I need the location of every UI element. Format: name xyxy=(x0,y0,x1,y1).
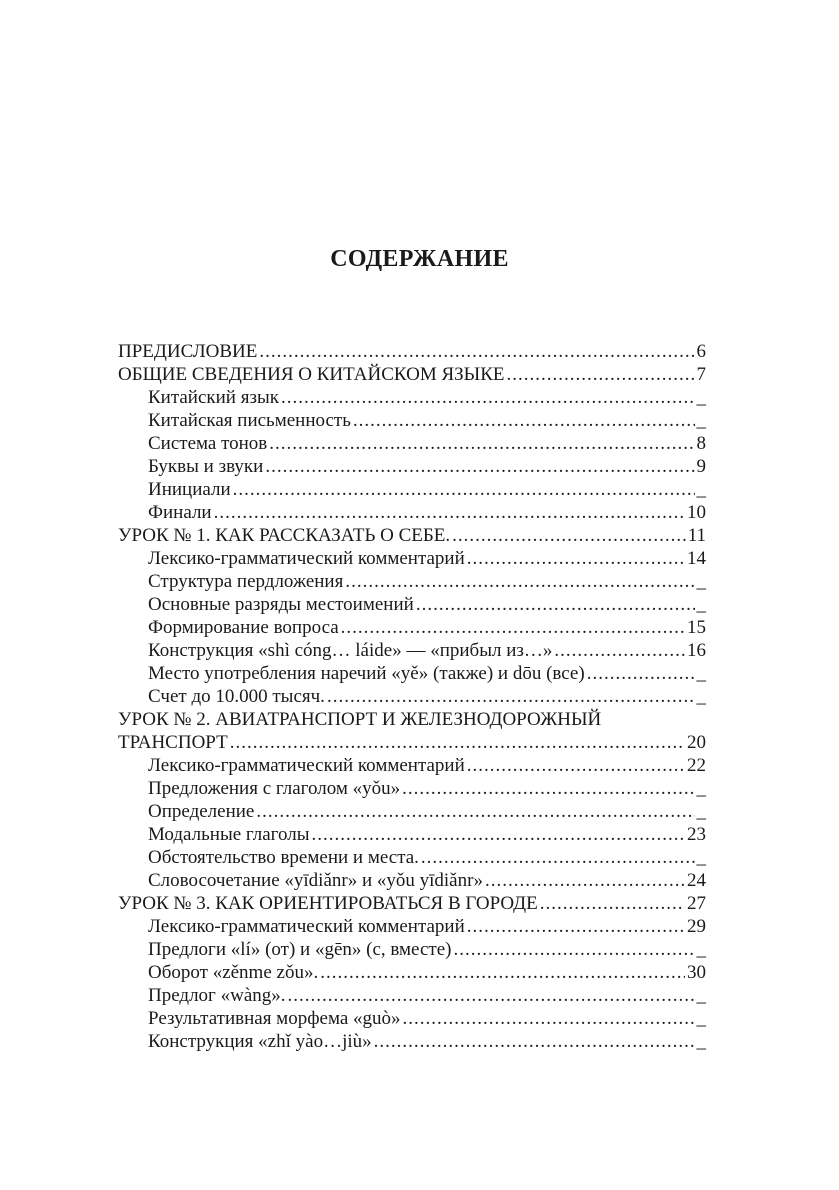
toc-entry-page: 29 xyxy=(687,916,706,937)
toc-entry-label: Китайский язык xyxy=(148,387,279,408)
dot-leader xyxy=(467,915,685,938)
toc-entry-page: _ xyxy=(696,479,706,500)
toc-entry-page: _ xyxy=(696,571,706,592)
toc-entry-page: _ xyxy=(696,594,706,615)
dot-leader xyxy=(587,662,695,685)
toc-entry-page: 7 xyxy=(696,364,706,385)
dot-leader xyxy=(233,478,695,501)
toc-entry xyxy=(118,363,706,386)
toc-entry-label: Конструкция «shì cóng… láide» — «прибыл из…» xyxy=(148,640,553,661)
toc-entry-page: _ xyxy=(696,778,706,799)
toc-entry-page: 22 xyxy=(687,755,706,776)
toc-entry xyxy=(118,1030,706,1053)
dot-leader xyxy=(403,1007,695,1030)
dot-leader xyxy=(230,731,685,754)
toc-entry xyxy=(118,570,706,593)
toc-entry xyxy=(118,938,706,961)
dot-leader xyxy=(320,961,685,984)
toc-entry xyxy=(118,340,706,363)
toc-entry xyxy=(118,662,706,685)
toc-entry-page: _ xyxy=(696,939,706,960)
toc-entry xyxy=(118,455,706,478)
dot-leader xyxy=(311,823,685,846)
toc-entry-label: Определение xyxy=(148,801,255,822)
toc-entry-page: 30 xyxy=(687,962,706,983)
toc-entry-page: 16 xyxy=(687,640,706,661)
toc-entry-label: Модальные глаголы xyxy=(148,824,310,845)
toc-entry xyxy=(118,1007,706,1030)
dot-leader xyxy=(452,524,686,547)
toc-entry-page: _ xyxy=(696,387,706,408)
toc-entry-page: 14 xyxy=(687,548,706,569)
toc-entry-label: Оборот «zěnme zǒu». xyxy=(148,962,319,983)
toc-entry-page: 23 xyxy=(687,824,706,845)
toc-entry-label: Предложения с глаголом «yǒu» xyxy=(148,778,401,799)
toc-entry-page: 20 xyxy=(687,732,706,753)
dot-leader xyxy=(402,777,694,800)
toc-entry-page: 15 xyxy=(687,617,706,638)
dot-leader xyxy=(485,869,685,892)
toc-entry-page: _ xyxy=(696,1008,706,1029)
toc-entry-page: _ xyxy=(696,847,706,868)
toc-entry-label: Инициали xyxy=(148,479,231,500)
toc-entry-label: УРОК № 2. АВИАТРАНСПОРТ И ЖЕЛЕЗНОДОРОЖНЫЙ xyxy=(118,709,602,730)
toc-entry-page: _ xyxy=(696,1031,706,1052)
dot-leader xyxy=(467,754,685,777)
toc-entry xyxy=(118,846,706,869)
page-title: СОДЕРЖАНИЕ xyxy=(330,246,509,272)
toc-entry xyxy=(118,501,706,524)
toc-entry-page: 10 xyxy=(687,502,706,523)
toc-entry-page: _ xyxy=(696,410,706,431)
toc-entry-label: Конструкция «zhǐ yào…jiù» xyxy=(148,1031,372,1052)
toc-entry-page: _ xyxy=(696,686,706,707)
toc-entry xyxy=(118,524,706,547)
toc-entry-label: Результативная морфема «guò» xyxy=(148,1008,401,1029)
toc-entry-label: Лексико-грамматический комментарий xyxy=(148,916,465,937)
toc-entry-label: ПРЕДИСЛОВИЕ xyxy=(118,341,258,362)
toc-entry xyxy=(118,386,706,409)
dot-leader xyxy=(259,340,694,363)
toc-entry-label: Лексико-грамматический комментарий xyxy=(148,755,465,776)
dot-leader xyxy=(507,363,695,386)
toc-entry-label: Предлоги «lí» (от) и «gēn» (с, вместе) xyxy=(148,939,452,960)
toc-entry xyxy=(118,593,706,616)
dot-leader xyxy=(214,501,685,524)
toc-entry-label: УРОК № 1. КАК РАССКАЗАТЬ О СЕБЕ. xyxy=(118,525,451,546)
toc-entry-page: 11 xyxy=(687,525,706,546)
toc-entry xyxy=(118,823,706,846)
toc-entry-label: УРОК № 3. КАК ОРИЕНТИРОВАТЬСЯ В ГОРОДЕ xyxy=(118,893,538,914)
toc-entry-page: _ xyxy=(696,985,706,1006)
dot-leader xyxy=(453,938,694,961)
toc-entry xyxy=(118,892,706,915)
toc-entry-label: ОБЩИЕ СВЕДЕНИЯ О КИТАЙСКОМ ЯЗЫКЕ xyxy=(118,364,505,385)
toc-entry-page: 9 xyxy=(696,456,706,477)
toc-entry-label: Счет до 10.000 тысяч. xyxy=(148,686,325,707)
dot-leader xyxy=(421,846,695,869)
toc-entry xyxy=(118,961,706,984)
toc-entry-page: 8 xyxy=(696,433,706,454)
toc-entry xyxy=(118,869,706,892)
toc-entry-page: 24 xyxy=(687,870,706,891)
dot-leader xyxy=(288,984,695,1007)
toc-entry-label: Финали xyxy=(148,502,212,523)
toc-entry xyxy=(118,685,706,708)
dot-leader xyxy=(327,685,695,708)
toc-entry xyxy=(118,639,706,662)
toc-entry xyxy=(118,409,706,432)
toc-entry-label: Место употребления наречий «yě» (также) и dōu (все) xyxy=(148,663,585,684)
dot-leader xyxy=(374,1030,695,1053)
toc-entry-label: ТРАНСПОРТ xyxy=(118,732,228,753)
toc-entry-label: Словосочетание «yīdiǎnr» и «yǒu yīdiǎnr» xyxy=(148,870,483,891)
toc-entry-label: Китайская письменность xyxy=(148,410,351,431)
toc-entry-label: Буквы и звуки xyxy=(148,456,264,477)
toc-entry-page: 27 xyxy=(687,893,706,914)
toc-entry xyxy=(118,754,706,777)
toc-entry-page: _ xyxy=(696,801,706,822)
toc-entry xyxy=(118,984,706,1007)
dot-leader xyxy=(281,386,695,409)
dot-leader xyxy=(269,432,694,455)
toc-entry-label: Лексико-грамматический комментарий xyxy=(148,548,465,569)
toc-entry-label: Структура пердложения xyxy=(148,571,344,592)
toc-entry-label: Основные разряды местоимений xyxy=(148,594,414,615)
toc-entry xyxy=(118,708,706,731)
dot-leader xyxy=(554,639,685,662)
toc-entry-page: 6 xyxy=(696,341,706,362)
toc-entry xyxy=(118,547,706,570)
dot-leader xyxy=(467,547,685,570)
toc-entry xyxy=(118,800,706,823)
dot-leader xyxy=(345,570,694,593)
dot-leader xyxy=(353,409,695,432)
table-of-contents xyxy=(118,340,706,1053)
toc-entry xyxy=(118,432,706,455)
toc-entry-label: Обстоятельство времени и места. xyxy=(148,847,419,868)
toc-entry-page: _ xyxy=(696,663,706,684)
dot-leader xyxy=(256,800,694,823)
dot-leader xyxy=(540,892,685,915)
toc-entry-label: Формирование вопроса xyxy=(148,617,339,638)
toc-entry-label: Предлог «wàng». xyxy=(148,985,286,1006)
toc-entry-label: Система тонов xyxy=(148,433,268,454)
dot-leader xyxy=(265,455,694,478)
toc-entry xyxy=(118,915,706,938)
toc-entry xyxy=(118,731,706,754)
dot-leader xyxy=(341,616,685,639)
toc-entry xyxy=(118,478,706,501)
toc-entry xyxy=(118,777,706,800)
toc-entry xyxy=(118,616,706,639)
dot-leader xyxy=(416,593,695,616)
